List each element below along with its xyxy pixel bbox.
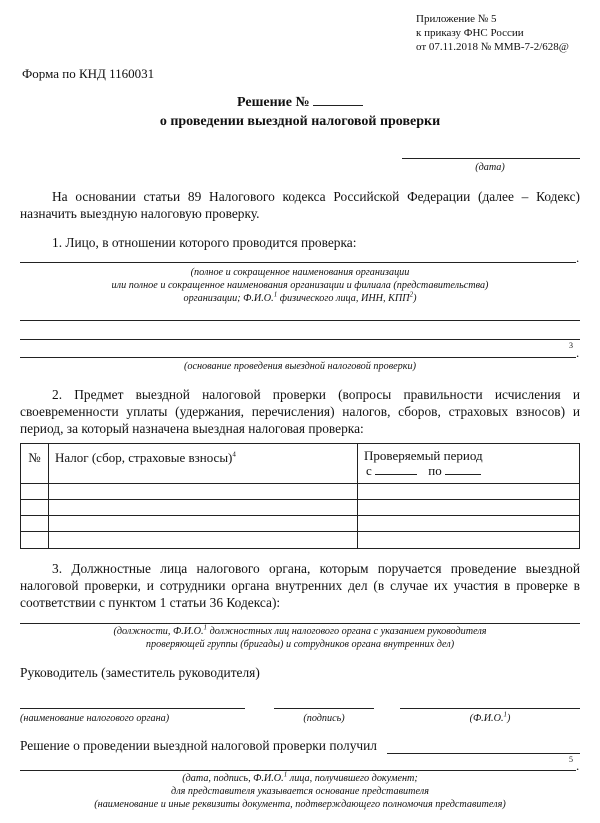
appendix-line-2: к приказу ФНС России — [416, 27, 524, 39]
row-tax-cell[interactable] — [49, 500, 358, 516]
col-tax-header — [49, 444, 358, 484]
row-num-cell[interactable] — [21, 500, 49, 516]
head-fio-field[interactable] — [400, 708, 580, 709]
subject-caption-3b: физического лица, ИНН, КПП — [277, 293, 410, 304]
period-to-label: по — [428, 463, 442, 478]
received-field-1[interactable] — [387, 753, 580, 754]
basis-field-dot: . — [576, 345, 580, 360]
officials-caption-1 — [0, 625, 600, 638]
row-tax-cell[interactable] — [49, 484, 358, 500]
footnote-2-mark: 2 — [409, 290, 414, 299]
row-period-cell[interactable] — [358, 516, 580, 532]
col-tax-label: Налог (сбор, страховые взносы) — [55, 450, 233, 465]
signature-field[interactable] — [274, 708, 374, 709]
officials-caption-1a: (должности, Ф.И.О. — [113, 626, 204, 637]
basis-caption: (основание проведения выездной налоговой проверки) — [184, 361, 416, 372]
basis-field-2[interactable] — [20, 339, 580, 340]
appendix-line-1: Приложение № 5 — [416, 13, 497, 25]
col-num-header — [21, 444, 49, 484]
period-from-field[interactable] — [375, 474, 417, 475]
received-caption-2: для представителя указывается основание представителя — [171, 786, 429, 797]
footnote-5-mark: 5 — [569, 755, 573, 764]
col-period-label: Проверяемый период — [364, 448, 483, 463]
period-from-label: с — [366, 463, 372, 478]
appendix-line-3: от 07.11.2018 № ММВ-7-2/628@ — [416, 41, 569, 53]
row-tax-cell[interactable] — [49, 532, 358, 549]
subject-caption-1: (полное и сокращенное наименования организации — [190, 267, 410, 278]
footnote-1-mark-b: 1 — [203, 623, 208, 632]
subject-caption-3 — [0, 292, 600, 305]
table-row — [21, 484, 580, 500]
basis-field-3[interactable] — [20, 357, 576, 358]
subject-field[interactable] — [20, 262, 576, 263]
decision-number-field[interactable] — [313, 105, 363, 106]
intro-text: На основании статьи 89 Налогового кодекса Российской Федерации (далее – Кодекс) назначить выездную налоговую проверку. — [20, 189, 580, 221]
footnote-1-mark-c: 1 — [503, 710, 508, 719]
tax-authority-caption: (наименование налогового органа) — [20, 713, 170, 724]
title-line-1 — [0, 95, 600, 111]
received-field-2[interactable] — [20, 770, 576, 771]
footnote-3-mark: 3 — [569, 341, 573, 350]
form-code: Форма по КНД 1160031 — [22, 66, 155, 81]
title-text: Решение № — [236, 95, 310, 110]
footnote-1-mark: 1 — [273, 290, 278, 299]
received-field-dot: . — [576, 758, 580, 773]
col-period-header — [358, 444, 580, 484]
officials-field[interactable] — [20, 623, 580, 624]
officials-caption-1b: должностных лиц налогового органа с указанием руководителя — [207, 626, 487, 637]
tax-authority-field[interactable] — [20, 708, 245, 709]
footnote-4-mark: 4 — [232, 450, 236, 459]
date-caption: (дата) — [475, 162, 505, 173]
subject-caption-3a: организации; Ф.И.О. — [183, 293, 274, 304]
received-caption-1a: (дата, подпись, Ф.И.О. — [182, 773, 284, 784]
received-caption-3: (наименование и иные реквизиты документа, подтверждающего полномочия представителя) — [94, 799, 506, 810]
received-label: Решение о проведении выездной налоговой проверки получил — [20, 738, 377, 753]
row-period-cell[interactable] — [358, 532, 580, 549]
head-fio-caption-text: (Ф.И.О. — [469, 713, 504, 724]
received-caption-1 — [0, 772, 600, 785]
subject-field-dot: . — [576, 250, 580, 265]
date-field[interactable] — [402, 158, 580, 159]
period-to-field[interactable] — [445, 474, 481, 475]
tax-table-header — [21, 444, 580, 484]
row-num-cell[interactable] — [21, 484, 49, 500]
table-row — [21, 532, 580, 549]
col-num-label: № — [28, 450, 41, 465]
subject-caption-3c: ) — [413, 293, 417, 304]
period-range — [364, 463, 579, 478]
table-row — [21, 500, 580, 516]
tax-table — [20, 443, 580, 549]
row-num-cell[interactable] — [21, 516, 49, 532]
title-line-2: о проведении выездной налоговой проверки — [159, 114, 441, 129]
footnote-1-mark-d: 1 — [283, 770, 288, 779]
section1-heading: 1. Лицо, в отношении которого проводится проверка: — [52, 235, 357, 250]
officials-caption-2: проверяющей группы (бригады) и сотрудников органа внутренних дел) — [145, 639, 455, 650]
basis-field-1[interactable] — [20, 320, 580, 321]
head-fio-caption — [440, 712, 540, 725]
section3-text: 3. Должностные лица налогового органа, которым поручается проведение выездной налоговой проверки, и сотрудники органа внутренних дел (в случае их участия в проверке в соответствии с пунктом 1 статьи 36 Кодекса): — [20, 561, 580, 610]
subject-caption-2: или полное и сокращенное наименования организации и филиала (представительства) — [111, 280, 489, 291]
section2-text: 2. Предмет выездной налоговой проверки (вопросы правильности исчисления и своевременности уплаты (удержания, перечисления) налогов, сборов, страховых взносов) и период, за который назначена выездная налоговая проверка: — [20, 387, 580, 436]
row-period-cell[interactable] — [358, 484, 580, 500]
head-fio-caption-end: ) — [507, 713, 511, 724]
head-label: Руководитель (заместитель руководителя) — [20, 665, 260, 680]
signature-caption: (подпись) — [303, 713, 345, 724]
received-caption-1b: лица, получившего документ; — [287, 773, 418, 784]
row-period-cell[interactable] — [358, 500, 580, 516]
row-tax-cell[interactable] — [49, 516, 358, 532]
row-num-cell[interactable] — [21, 532, 49, 549]
table-row — [21, 516, 580, 532]
